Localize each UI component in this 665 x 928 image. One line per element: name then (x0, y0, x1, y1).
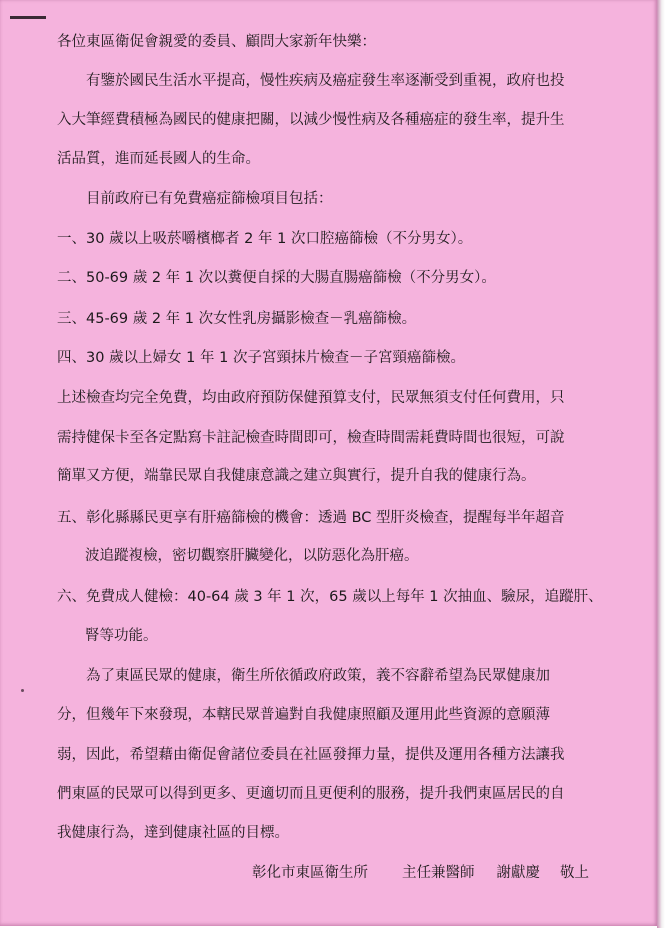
screening-intro: 目前政府已有免費癌症篩檢項目包括： (86, 191, 333, 207)
liver-screening-line-2: 波追蹤複檢，密切觀察肝臟變化，以防惡化為肝癌。 (85, 548, 419, 564)
adult-checkup-line-2: 腎等功能。 (85, 628, 158, 644)
free-note-line-1: 上述檢查均完全免費，均由政府預防保健預算支付，民眾無須支付任何費用，只 (57, 390, 565, 406)
screening-item-3: 三、45-69 歲 2 年 1 次女性乳房攝影檢查－乳癌篩檢。 (57, 311, 417, 327)
screening-item-2: 二、50-69 歲 2 年 1 次以糞便自採的大腸直腸癌篩檢（不分男女）。 (57, 270, 496, 286)
paper-speck (21, 689, 24, 692)
screening-item-4: 四、30 歲以上婦女 1 年 1 次子宮頸抹片檢查－子宮頸癌篩檢。 (57, 350, 465, 366)
paragraph-line-3: 活品質，進而延長國人的生命。 (57, 151, 260, 167)
closing-paragraph-line-1: 為了東區民眾的健康，衛生所依循政府政策，義不容辭希望為民眾健康加 (86, 668, 550, 684)
letter-salutation: 各位東區衛促會親愛的委員、顧問大家新年快樂： (57, 34, 376, 50)
closing-paragraph-line-5: 我健康行為，達到健康社區的目標。 (57, 825, 289, 841)
closing-paragraph-line-3: 弱，因此，希望藉由衛促會諸位委員在社區發揮力量，提供及運用各種方法讓我 (57, 747, 565, 763)
signature-organization: 彰化市東區衛生所 (252, 865, 368, 881)
screening-item-1: 一、30 歲以上吸菸嚼檳榔者 2 年 1 次口腔癌篩檢（不分男女）。 (57, 231, 473, 247)
liver-screening-line-1: 五、彰化縣縣民更享有肝癌篩檢的機會：透過 BC 型肝炎檢查，提醒每半年超音 (57, 510, 565, 526)
adult-checkup-line-1: 六、免費成人健檢：40-64 歲 3 年 1 次，65 歲以上每年 1 次抽血、驗尿，追蹤肝、 (57, 589, 603, 605)
top-margin-mark (10, 16, 46, 19)
signature-closing: 敬上 (560, 865, 589, 881)
closing-paragraph-line-2: 分，但幾年下來發現，本轄民眾普遍對自我健康照顧及運用此些資源的意願薄 (57, 707, 550, 723)
signature-name: 謝獻慶 (496, 865, 540, 881)
paragraph-line-2: 入大筆經費積極為國民的健康把關，以減少慢性病及各種癌症的發生率，提升生 (57, 112, 565, 128)
signature-block (252, 863, 589, 883)
free-note-line-2: 需持健保卡至各定點寫卡註記檢查時間即可，檢查時間需耗費時間也很短，可說 (57, 430, 565, 446)
signature-title: 主任兼醫師 (402, 865, 475, 881)
paper-right-edge (657, 0, 665, 928)
paragraph-line-1: 有鑒於國民生活水平提高，慢性疾病及癌症發生率逐漸受到重視，政府也投 (86, 73, 565, 89)
closing-paragraph-line-4: 們東區的民眾可以得到更多、更適切而且更便利的服務，提升我們東區居民的自 (57, 786, 565, 802)
free-note-line-3: 簡單又方便，端靠民眾自我健康意識之建立與實行，提升自我的健康行為。 (57, 468, 536, 484)
